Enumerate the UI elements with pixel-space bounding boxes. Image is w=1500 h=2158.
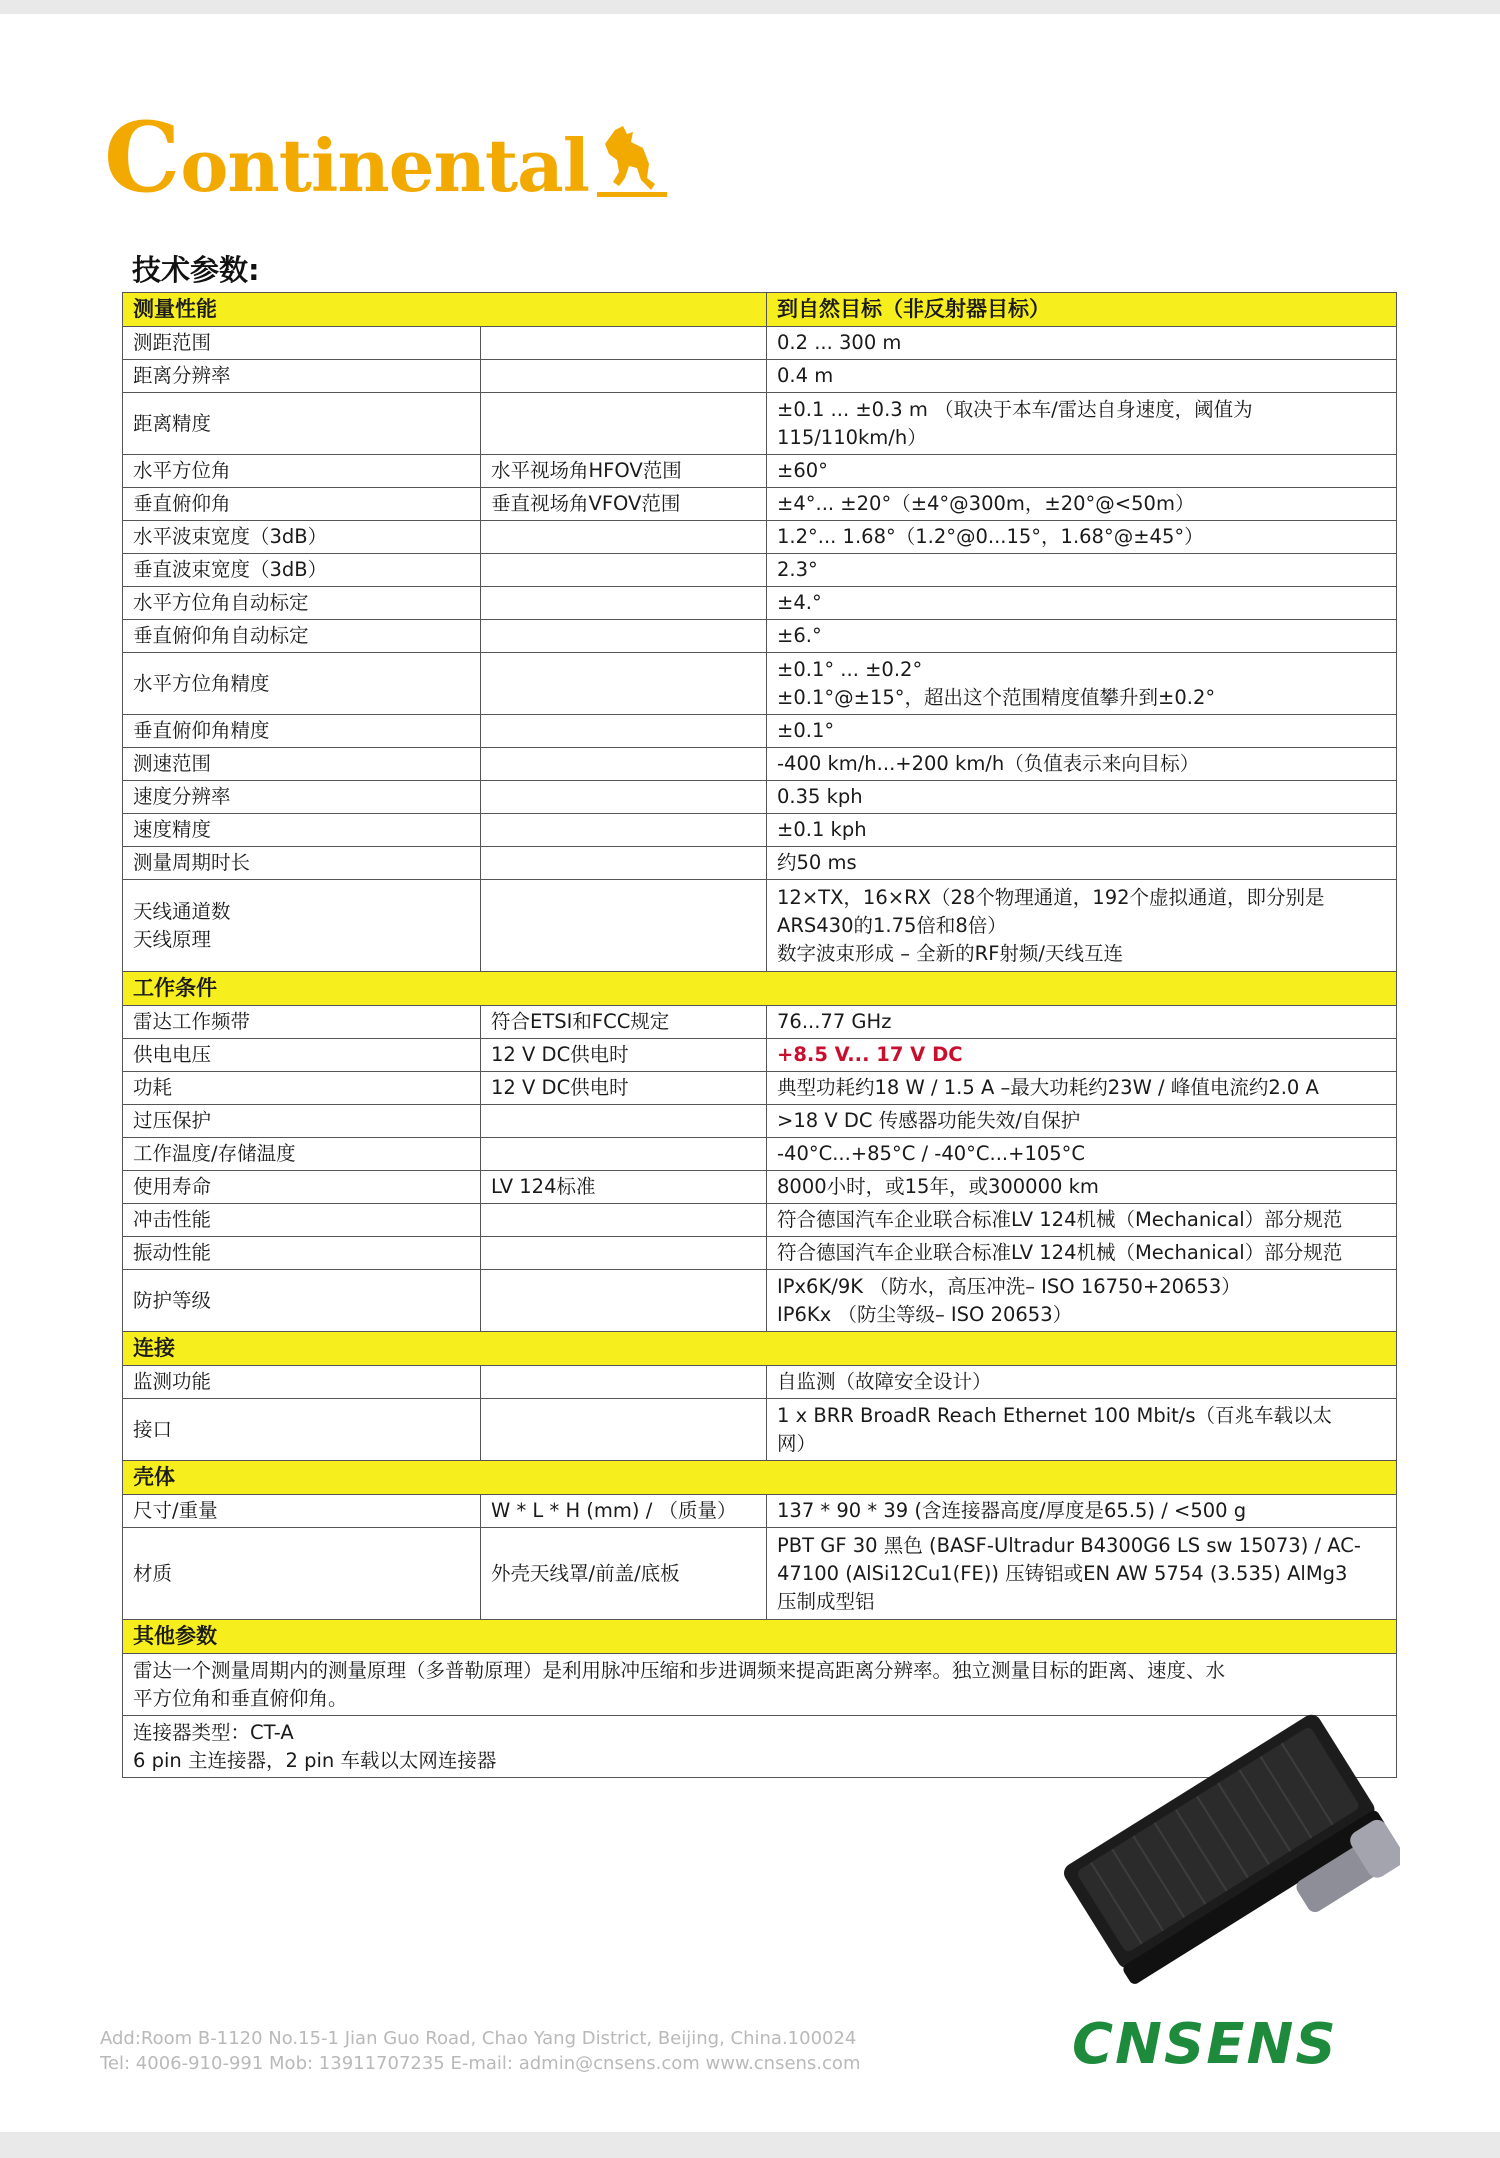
spec-value-line: -40°C...+85°C / -40°C...+105°C <box>777 1142 1086 1165</box>
spec-value <box>767 1399 1397 1461</box>
spec-name: 过压保护 <box>123 1105 481 1138</box>
footer-address: Add:Room B-1120 No.15-1 Jian Guo Road, Chao Yang District, Beijing, China.100024 <box>100 2028 857 2049</box>
spec-value-line: PBT GF 30 黑色 (BASF-Ultradur B4300G6 LS sw 15073) / AC- <box>777 1533 1361 1557</box>
spec-value <box>767 587 1397 620</box>
spec-value-line: 8000小时，或15年，或300000 km <box>777 1175 1099 1198</box>
spec-condition <box>481 587 767 620</box>
spec-value-line: 0.35 kph <box>777 785 863 808</box>
spec-value-line: 约50 ms <box>777 851 857 874</box>
spec-value <box>767 653 1397 715</box>
footer-phone-email: Tel: 4006-910-991 Mob: 13911707235 E-mail: admin@cnsens.com www.cnsens.com <box>100 2053 861 2074</box>
spec-value-line: 115/110km/h） <box>777 425 927 449</box>
spec-condition <box>481 1105 767 1138</box>
section-header: 工作条件 <box>123 972 1397 1006</box>
spec-value-line: 典型功耗约18 W / 1.5 A –最大功耗约23W / 峰值电流约2.0 A <box>777 1076 1319 1099</box>
spec-name: 冲击性能 <box>123 1204 481 1237</box>
spec-name: 垂直波束宽度（3dB） <box>123 554 481 587</box>
spec-condition: 垂直视场角VFOV范围 <box>481 488 767 521</box>
spec-value <box>767 393 1397 455</box>
spec-table <box>122 292 1397 1778</box>
spec-value-line: -400 km/h...+200 km/h（负值表示来向目标） <box>777 752 1200 775</box>
spec-row <box>123 1237 1397 1270</box>
page-title: 技术参数: <box>132 253 260 287</box>
spec-value-line: ±4.° <box>777 591 822 614</box>
section-header: 测量性能 <box>123 293 767 327</box>
spec-name: 工作温度/存储温度 <box>123 1138 481 1171</box>
spec-row <box>123 1495 1397 1528</box>
spec-condition <box>481 620 767 653</box>
spec-value-line: ±0.1° <box>777 719 835 742</box>
spec-name: 雷达工作频带 <box>123 1006 481 1039</box>
spec-value <box>767 1072 1397 1105</box>
spec-condition: 12 V DC供电时 <box>481 1072 767 1105</box>
spec-value <box>767 1495 1397 1528</box>
spec-page <box>0 14 1500 2132</box>
spec-name: 振动性能 <box>123 1237 481 1270</box>
spec-row <box>123 393 1397 455</box>
spec-value-line: 2.3° <box>777 558 818 581</box>
spec-row <box>123 748 1397 781</box>
spec-value <box>767 1237 1397 1270</box>
spec-name: 使用寿命 <box>123 1171 481 1204</box>
section-header-row <box>123 1332 1397 1366</box>
spec-row <box>123 781 1397 814</box>
spec-condition <box>481 521 767 554</box>
spec-row <box>123 360 1397 393</box>
spec-row <box>123 620 1397 653</box>
spec-name: 距离分辨率 <box>123 360 481 393</box>
section-header-row <box>123 972 1397 1006</box>
spec-name-line: 天线通道数 <box>133 899 231 923</box>
spec-name: 水平方位角 <box>123 455 481 488</box>
logo-letter-c: C <box>104 101 181 214</box>
spec-row <box>123 554 1397 587</box>
spec-value <box>767 327 1397 360</box>
spec-condition <box>481 1366 767 1399</box>
horse-icon <box>597 120 667 200</box>
spec-condition <box>481 1399 767 1461</box>
spec-value-line: 压制成型铝 <box>777 1589 875 1613</box>
spec-value-line: 47100 (AlSi12Cu1(FE)) 压铸铝或EN AW 5754 (3.535) AlMg3 <box>777 1561 1348 1585</box>
spec-name: 水平方位角自动标定 <box>123 587 481 620</box>
spec-value-line: 网） <box>777 1431 817 1455</box>
spec-condition: W * L * H (mm) / （质量） <box>481 1495 767 1528</box>
spec-value-line: ±0.1°@±15°，超出这个范围精度值攀升到±0.2° <box>777 685 1216 709</box>
spec-value <box>767 521 1397 554</box>
section-header-row <box>123 293 1397 327</box>
spec-value-line: >18 V DC 传感器功能失效/自保护 <box>777 1109 1081 1132</box>
spec-value-line: ±0.1° ... ±0.2° <box>777 657 923 681</box>
spec-value-line: 符合德国汽车企业联合标准LV 124机械（Mechanical）部分规范 <box>777 1208 1343 1231</box>
spec-condition <box>481 554 767 587</box>
spec-value <box>767 814 1397 847</box>
spec-value-line: IP6Kx （防尘等级– ISO 20653） <box>777 1302 1073 1326</box>
spec-condition <box>481 1138 767 1171</box>
spec-row <box>123 653 1397 715</box>
spec-condition <box>481 847 767 880</box>
spec-row <box>123 847 1397 880</box>
spec-value-line: 137 * 90 * 39 (含连接器高度/厚度是65.5) / <500 g <box>777 1499 1247 1522</box>
spec-row <box>123 1105 1397 1138</box>
spec-value-line: 符合德国汽车企业联合标准LV 124机械（Mechanical）部分规范 <box>777 1241 1343 1264</box>
spec-value-line: 0.4 m <box>777 364 834 387</box>
spec-name: 水平波束宽度（3dB） <box>123 521 481 554</box>
radar-product-image <box>1030 1694 1400 1994</box>
spec-row <box>123 1270 1397 1332</box>
spec-row <box>123 1006 1397 1039</box>
spec-name: 速度精度 <box>123 814 481 847</box>
spec-row <box>123 587 1397 620</box>
spec-value-line: IPx6K/9K （防水，高压冲洗– ISO 16750+20653） <box>777 1274 1241 1298</box>
spec-value-line: 自监测（故障安全设计） <box>777 1370 992 1393</box>
spec-row <box>123 1528 1397 1620</box>
spec-value-line: 12×TX，16×RX（28个物理通道，192个虚拟通道，即分别是 <box>777 885 1325 909</box>
spec-condition <box>481 653 767 715</box>
spec-name: 材质 <box>123 1528 481 1620</box>
spec-row <box>123 814 1397 847</box>
spec-value <box>767 1039 1397 1072</box>
spec-name: 速度分辨率 <box>123 781 481 814</box>
spec-name: 防护等级 <box>123 1270 481 1332</box>
spec-value-line: 76...77 GHz <box>777 1010 892 1033</box>
spec-value <box>767 1204 1397 1237</box>
spec-condition: LV 124标准 <box>481 1171 767 1204</box>
section-header-row <box>123 1461 1397 1495</box>
spec-value <box>767 748 1397 781</box>
spec-name-line: 天线原理 <box>133 927 212 951</box>
spec-value <box>767 1006 1397 1039</box>
note-line: 6 pin 主连接器，2 pin 车载以太网连接器 <box>133 1748 497 1772</box>
spec-value <box>767 455 1397 488</box>
spec-value <box>767 620 1397 653</box>
section-header-right: 到自然目标（非反射器目标） <box>767 293 1397 327</box>
spec-row <box>123 1204 1397 1237</box>
spec-value <box>767 488 1397 521</box>
spec-name: 垂直俯仰角精度 <box>123 715 481 748</box>
spec-row <box>123 327 1397 360</box>
logo-wordmark: ontinental <box>180 123 590 208</box>
spec-condition: 12 V DC供电时 <box>481 1039 767 1072</box>
section-header: 连接 <box>123 1332 1397 1366</box>
spec-name: 距离精度 <box>123 393 481 455</box>
spec-value <box>767 1105 1397 1138</box>
spec-value <box>767 847 1397 880</box>
spec-condition <box>481 1237 767 1270</box>
spec-value-line: ±6.° <box>777 624 822 647</box>
spec-condition <box>481 360 767 393</box>
spec-name: 垂直俯仰角自动标定 <box>123 620 481 653</box>
spec-name: 功耗 <box>123 1072 481 1105</box>
spec-row <box>123 1039 1397 1072</box>
spec-condition <box>481 327 767 360</box>
spec-value <box>767 360 1397 393</box>
spec-value <box>767 1270 1397 1332</box>
spec-value-line: ±0.1 kph <box>777 818 867 841</box>
spec-row <box>123 521 1397 554</box>
section-header-row <box>123 1620 1397 1654</box>
spec-row <box>123 1072 1397 1105</box>
spec-condition <box>481 748 767 781</box>
spec-row <box>123 880 1397 972</box>
spec-name: 测速范围 <box>123 748 481 781</box>
note-line: 雷达一个测量周期内的测量原理（多普勒原理）是利用脉冲压缩和步进调频来提高距离分辨率。独立测量目标的距离、速度、水 <box>133 1658 1226 1682</box>
spec-row <box>123 1171 1397 1204</box>
spec-value-line: +8.5 V... 17 V DC <box>777 1043 963 1066</box>
spec-condition <box>481 781 767 814</box>
spec-value-line: 数字波束形成 – 全新的RF射频/天线互连 <box>777 941 1123 965</box>
spec-row <box>123 488 1397 521</box>
section-header: 其他参数 <box>123 1620 1397 1654</box>
note-line: 平方位角和垂直俯仰角。 <box>133 1686 348 1710</box>
spec-value-line: ±4°... ±20°（±4°@300m，±20°@<50m） <box>777 492 1195 515</box>
spec-condition: 水平视场角HFOV范围 <box>481 455 767 488</box>
spec-name: 测量周期时长 <box>123 847 481 880</box>
spec-value-line: ARS430的1.75倍和8倍） <box>777 913 1007 937</box>
spec-name: 垂直俯仰角 <box>123 488 481 521</box>
spec-value <box>767 1366 1397 1399</box>
spec-condition <box>481 880 767 972</box>
note-line: 连接器类型：CT-A <box>133 1720 294 1744</box>
spec-name: 供电电压 <box>123 1039 481 1072</box>
spec-value <box>767 1171 1397 1204</box>
spec-row <box>123 1138 1397 1171</box>
spec-value <box>767 715 1397 748</box>
spec-row <box>123 715 1397 748</box>
footer-contact <box>100 2026 860 2076</box>
spec-value <box>767 1528 1397 1620</box>
spec-condition <box>481 393 767 455</box>
spec-value <box>767 554 1397 587</box>
spec-name: 尺寸/重量 <box>123 1495 481 1528</box>
spec-name: 监测功能 <box>123 1366 481 1399</box>
continental-logo <box>104 101 667 214</box>
spec-condition: 符合ETSI和FCC规定 <box>481 1006 767 1039</box>
spec-condition <box>481 1204 767 1237</box>
spec-value-line: 1 x BRR BroadR Reach Ethernet 100 Mbit/s（百兆车载以太 <box>777 1403 1332 1427</box>
spec-condition: 外壳天线罩/前盖/底板 <box>481 1528 767 1620</box>
spec-condition <box>481 715 767 748</box>
spec-value-line: ±0.1 ... ±0.3 m （取决于本车/雷达自身速度，阈值为 <box>777 397 1253 421</box>
section-header: 壳体 <box>123 1461 1397 1495</box>
cnsens-logo: CNSENS <box>1072 2012 1338 2077</box>
spec-name: 水平方位角精度 <box>123 653 481 715</box>
spec-row <box>123 455 1397 488</box>
spec-value <box>767 781 1397 814</box>
spec-name <box>123 880 481 972</box>
spec-value <box>767 1138 1397 1171</box>
spec-name: 测距范围 <box>123 327 481 360</box>
spec-value-line: 0.2 ... 300 m <box>777 331 902 354</box>
spec-condition <box>481 814 767 847</box>
spec-condition <box>481 1270 767 1332</box>
spec-value-line: 1.2°... 1.68°（1.2°@0...15°，1.68°@±45°） <box>777 525 1204 548</box>
spec-value <box>767 880 1397 972</box>
spec-name: 接口 <box>123 1399 481 1461</box>
spec-row <box>123 1366 1397 1399</box>
spec-row <box>123 1399 1397 1461</box>
spec-value-line: ±60° <box>777 459 828 482</box>
